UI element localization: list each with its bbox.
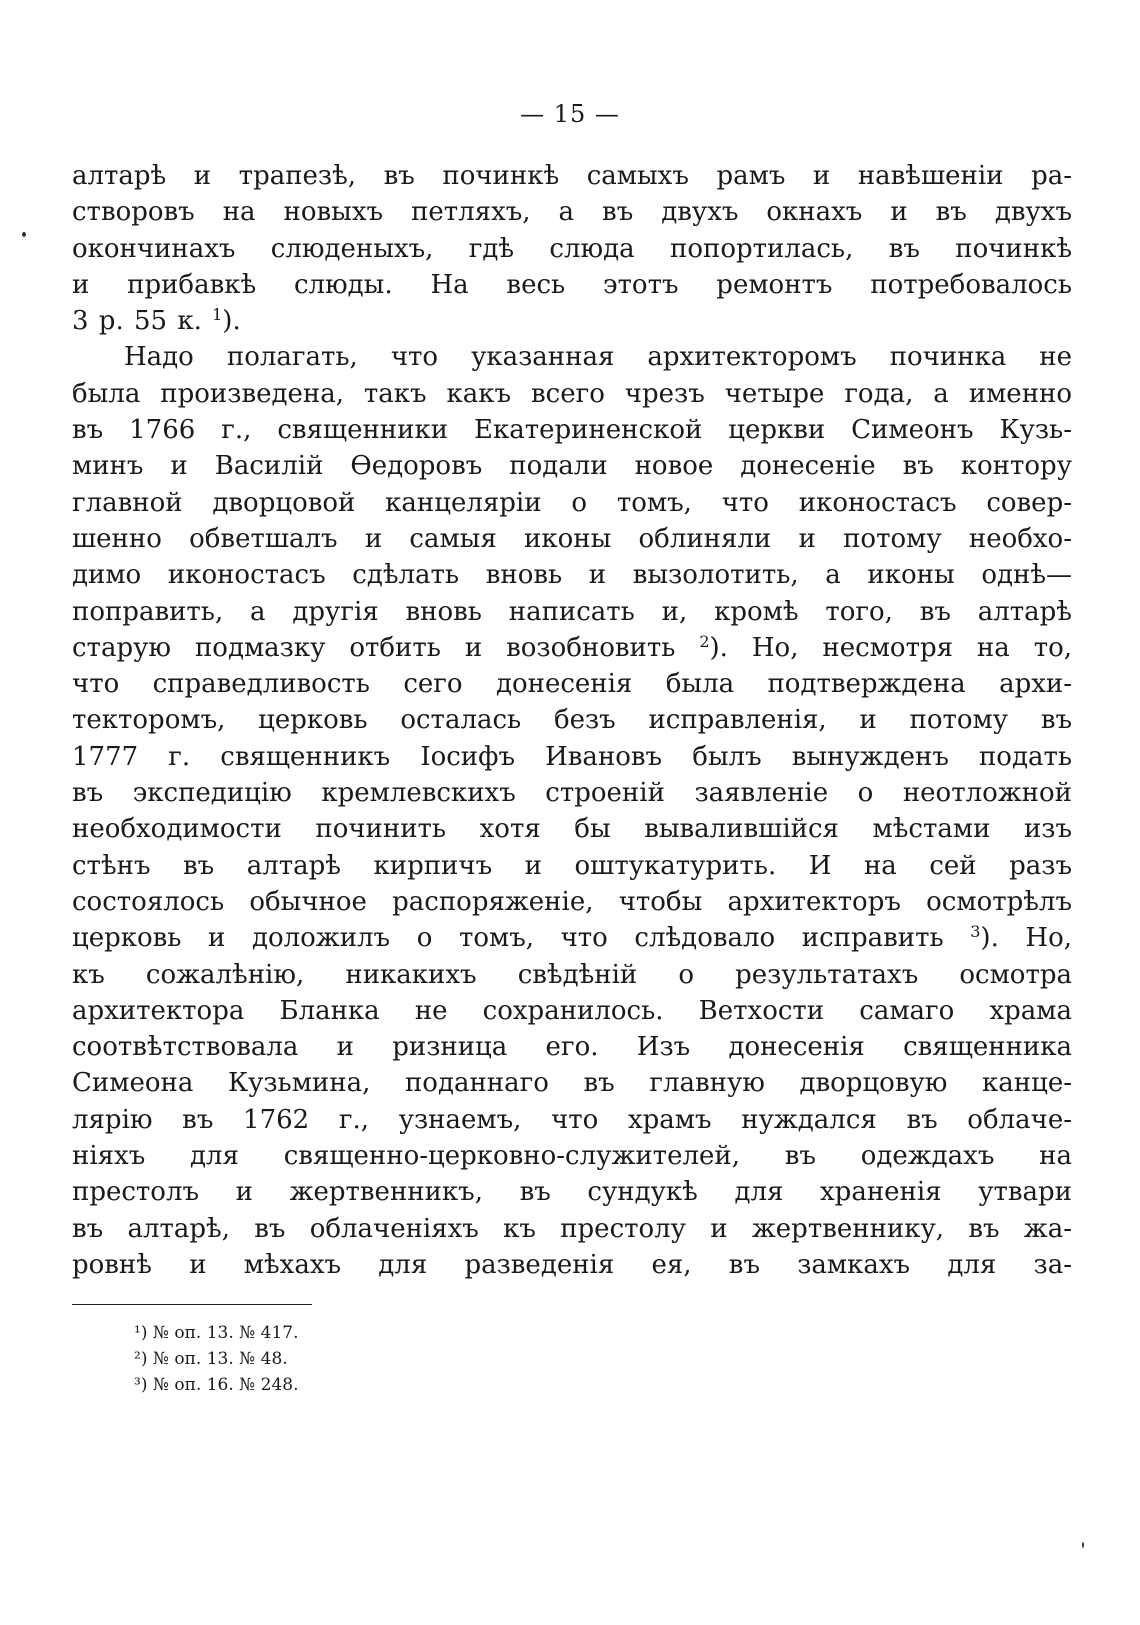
- text-line: 1777 г. священникъ Іосифъ Ивановъ былъ вынужденъ подать: [72, 741, 1072, 772]
- footnote-text: № оп. 13. № 417.: [152, 1323, 299, 1343]
- text-line: къ сожалѣнію, никакихъ свѣдѣній о результатахъ осмотра: [72, 959, 1072, 990]
- text-line: окончинахъ слюденыхъ, гдѣ слюда попортилась, въ починкѣ: [72, 233, 1072, 264]
- footnote-ref-2: 2: [699, 631, 710, 651]
- text-line: ровнѣ и мѣхахъ для разведенія ея, въ замкахъ для за-: [72, 1249, 1072, 1280]
- text-line: главной дворцовой канцеляріи о томъ, что иконостасъ совер-: [72, 487, 1072, 518]
- footnotes: [134, 1320, 299, 1398]
- text-line: ніяхъ для священно-церковно-служителей, въ одеждахъ на: [72, 1141, 1072, 1172]
- text-line: минъ и Василій Ѳедоровъ подали новое донесеніе въ контору: [72, 451, 1072, 482]
- text-fragment: церковь и доложилъ о томъ, что слѣдовало исправить: [72, 923, 944, 954]
- footnote-mark: ³): [134, 1375, 148, 1395]
- text-line: архитектора Бланка не сохранилось. Ветхости самаго храма: [72, 995, 1072, 1026]
- text-line: въ 1766 г., священники Екатериненской церкви Симеонъ Кузь-: [72, 415, 1072, 446]
- footnote-divider: [72, 1304, 312, 1305]
- text-line: текторомъ, церковь осталась безъ исправленія, и потому въ: [72, 705, 1072, 736]
- text-fragment: старую подмазку отбить и возобновить: [72, 632, 676, 663]
- footnote-2: [134, 1346, 299, 1372]
- text-line: димо иконостасъ сдѣлать вновь и вызолотить, а иконы однѣ—: [72, 560, 1072, 591]
- text-line: лярію въ 1762 г., узнаемъ, что храмъ нуждался въ облаче-: [72, 1104, 1072, 1135]
- text-line: въ экспедицію кремлевскихъ строеній заявленіе о неотложной: [72, 778, 1072, 809]
- text-line: была произведена, такъ какъ всего чрезъ четыре года, а именно: [72, 378, 1072, 409]
- text-line: Симеона Кузьмина, поданнаго въ главную дворцовую канце-: [72, 1068, 1072, 1099]
- text-line: [72, 303, 1072, 339]
- text-line: [72, 630, 1072, 666]
- footnote-1: [134, 1320, 299, 1346]
- footnote-ref-3: 3: [970, 922, 981, 942]
- text-line: поправить, а другія вновь написать и, кромѣ того, въ алтарѣ: [72, 596, 1072, 627]
- text-line: состоялось обычное распоряженіе, чтобы архитекторъ осмотрѣлъ: [72, 886, 1072, 917]
- text-line: алтарѣ и трапезѣ, въ починкѣ самыхъ рамъ и навѣшеніи ра-: [72, 161, 1072, 191]
- footnote-mark: ¹): [134, 1323, 148, 1343]
- footnote-mark: ²): [134, 1349, 148, 1369]
- text-line: [72, 920, 1072, 956]
- text-line: что справедливость сего донесенія была подтверждена архи-: [72, 669, 1072, 700]
- text-line: Надо полагать, что указанная архитекторомъ починка не: [124, 342, 1072, 373]
- page-number: — 15 —: [520, 100, 620, 128]
- footnote-3: [134, 1372, 299, 1398]
- scan-speck: [1082, 1542, 1084, 1548]
- text-fragment: 3 р. 55 к.: [72, 306, 202, 337]
- text-line: створовъ на новыхъ петляхъ, а въ двухъ окнахъ и въ двухъ: [72, 197, 1072, 228]
- text-line: престолъ и жертвенникъ, въ сундукѣ для храненія утвари: [72, 1177, 1072, 1208]
- footnote-text: № оп. 13. № 48.: [152, 1349, 288, 1369]
- text-line: шенно обветшалъ и самыя иконы облиняли и потому необхо-: [72, 523, 1072, 554]
- scan-speck: [22, 232, 26, 237]
- footnote-text: № оп. 16. № 248.: [152, 1375, 299, 1395]
- body-text: [72, 158, 1072, 1283]
- text-line: и прибавкѣ слюды. На весь этотъ ремонтъ потребовалось: [72, 269, 1072, 300]
- text-line: соотвѣтствовала и ризница его. Изъ донесенія священника: [72, 1032, 1072, 1063]
- text-fragment: ). Но,: [980, 923, 1073, 954]
- text-fragment: ).: [222, 306, 241, 337]
- footnote-ref-1: 1: [212, 305, 223, 325]
- text-line: необходимости починить хотя бы вывалившійся мѣстами изъ: [72, 814, 1072, 845]
- text-fragment: ). Но, несмотря на то,: [709, 632, 1073, 663]
- text-line: стѣнъ въ алтарѣ кирпичъ и оштукатурить. И на сей разъ: [72, 850, 1072, 881]
- text-line: въ алтарѣ, въ облаченіяхъ къ престолу и жертвеннику, въ жа-: [72, 1213, 1072, 1244]
